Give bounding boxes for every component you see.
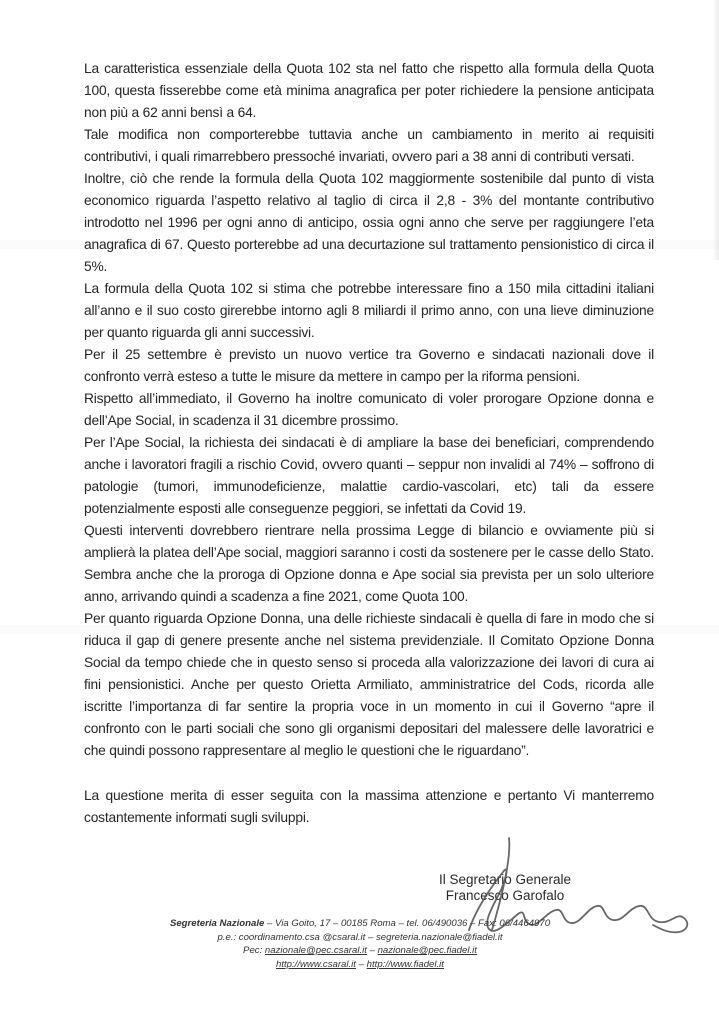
letterhead-footer — [30, 917, 690, 971]
paragraph-costi: La formula della Quota 102 si stima che potrebbe interessare fino a 150 mila cittadini italiani all’anno e il suo costo girerebbe intorno agli 8 miliardi il primo anno, con una lieve diminuzione per quanto riguarda gli anni successivi. — [84, 281, 654, 340]
paragraph-proroga: Rispetto all’immediato, il Governo ha inoltre comunicato di voler prorogare Opzione donna e dell’Ape Social, in scadenza il 31 dicembre prossimo. — [84, 391, 654, 428]
signer-name: Francesco Garofalo — [445, 887, 565, 903]
paragraph-legge-bilancio: Questi interventi dovrebbero rientrare nella prossima Legge di bilancio e ovviamente più si amplierà la platea dell’Ape social, maggiori saranno i costi da sostenere per le casse dello Stato. Sembra anche che la proroga di Opzione donna e Ape social sia prevista per un solo ulteriore anno, arrivando quindi a scadenza a fine 2021, come Quota 100. — [84, 523, 654, 604]
footer-pec-link-csaral[interactable]: nazionale@pec.csaral.it — [264, 945, 367, 957]
footer-address-line — [30, 917, 690, 931]
paragraph-opzione-donna: Per quanto riguarda Opzione Donna, una delle richieste sindacali è quella di fare in modo che si riduca il gap di genere presente anche nel sistema previdenziale. Il Comitato Opzione Donna Social da tempo chiede che in questo senso si proceda alla valorizzazione dei lavori di cura ai fini pensionistici. Anche per questo Orietta Armiliato, amministratrice del Cods, ricorda alle iscritte l’importanza di far sentire la propria voce in un momento in cui il Governo “apre il confronto con le parti sociali che sono gli organismi depositari del malessere delle lavoratrici e che quindi possono rappresentare al meglio le questioni che le riguardano”. — [84, 611, 654, 758]
footer-pec-separator: – — [366, 945, 378, 957]
footer-url-separator: – — [355, 958, 367, 970]
paragraph-chiusura: La questione merita di esser seguita con la massima attenzione e pertanto Vi manterremo costantemente informati sugli sviluppi. — [84, 788, 654, 825]
footer-email-line: p.e.: coordinamento.csa @csaral.it – segreteria.nazionale@fiadel.it — [217, 931, 503, 943]
paragraph-vertice: Per il 25 settembre è previsto un nuovo vertice tra Governo e sindacati nazionali dove il confronto verrà esteso a tutte le misure da mettere in campo per la riforma pensioni. — [84, 347, 654, 384]
footer-org-name: Segreteria Nazionale — [169, 918, 265, 929]
footer-pec-line — [30, 944, 690, 958]
signature-block — [420, 872, 590, 903]
paragraph-sostenibilita: Inoltre, ciò che rende la formula della Quota 102 maggiormente sostenibile dal punto di vista economico riguarda l’aspetto relativo al taglio di circa il 2,8 - 3% del montante contributivo introdotto nel 1996 per ogni anno di anticipo, ossia ogni anno che serve per raggiungere l’eta anagrafica di 67. Questo porterebbe ad una decurtazione sul trattamento pensionistico di circa il 5%. — [84, 171, 654, 274]
footer-url-csaral[interactable]: http://www.csaral.it — [276, 958, 356, 970]
footer-address-rest: – Via Goito, 17 – 00185 Roma – tel. 06/490036 – Fax: 06/4464970 — [264, 918, 551, 929]
paragraph-quota102-intro: La caratteristica essenziale della Quota 102 sta nel fatto che rispetto alla formula della Quota 100, questa fisserebbe come età minima anagrafica per poter richiedere la pensione anticipata non più a 62 anni bensì a 64. — [84, 61, 654, 120]
letter-body — [84, 58, 654, 829]
footer-web-line — [30, 958, 690, 972]
footer-pec-label: Pec: — [243, 945, 265, 957]
footer-pec-link-fiadel[interactable]: nazionale@pec.fiadel.it — [377, 945, 477, 957]
footer-url-fiadel[interactable]: http://www.fiadel.it — [366, 958, 444, 970]
paragraph-ape-social: Per l’Ape Social, la richiesta dei sindacati è di ampliare la base dei beneficiari, comprendendo anche i lavoratori fragili a rischio Covid, ovvero quanti – seppur non invalidi al 74% – soffrono di patologie (tumori, immunodeficienze, malattie cardio-vascolari, etc) tali da essere potenzialmente esposti alle conseguenze peggiori, se infettati da Covid 19. — [84, 435, 654, 516]
paragraph-requisiti: Tale modifica non comporterebbe tuttavia anche un cambiamento in merito ai requisiti contributivi, i quali rimarrebbero pressoché invariati, ovvero pari a 38 anni di contributi versati. — [84, 127, 654, 164]
signer-title: Il Segretario Generale — [438, 872, 572, 887]
scan-edge-artifact — [713, 0, 719, 260]
